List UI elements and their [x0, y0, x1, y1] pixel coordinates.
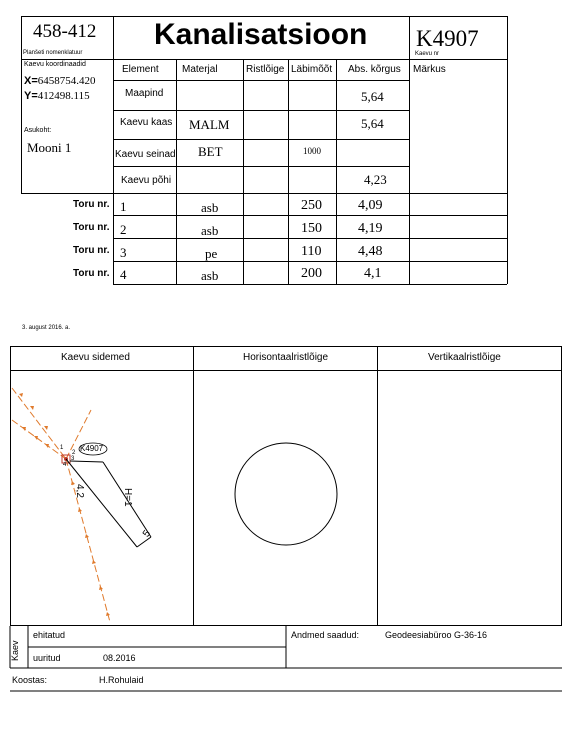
side-label: Kaev	[10, 640, 20, 661]
surveyed-label: uuritud	[33, 653, 61, 663]
well-id-label: K4907	[80, 444, 104, 453]
row-elevation: 5,64	[361, 89, 384, 104]
surveyed-value: 08.2016	[103, 653, 136, 663]
row-elevation: 4,23	[364, 172, 387, 187]
col-header-cross: Ristlõige	[246, 64, 285, 75]
row-element: Maapind	[125, 88, 164, 99]
pipe-label: Toru nr.	[73, 245, 110, 256]
pipe-diameter: 110	[301, 244, 322, 259]
pipe-label: Toru nr.	[73, 199, 110, 210]
well-id-caption: Kaevu nr	[415, 51, 440, 57]
pipe-number: 3	[120, 245, 127, 260]
cross-section-circle	[235, 443, 337, 545]
location-value: Mooni 1	[27, 140, 72, 155]
pipe-diameter: 150	[301, 221, 322, 236]
y-label: Y=	[24, 90, 38, 102]
coords-caption: Kaevu koordinaadid	[24, 61, 86, 68]
connection-line	[12, 420, 66, 459]
x-label: X=	[24, 75, 38, 87]
height-label: H=1	[122, 488, 133, 507]
arrow-icon	[92, 560, 96, 564]
pipe-number-label: 2	[72, 450, 76, 456]
page-title: Kanalisatsioon	[154, 18, 368, 51]
pipe-number-label: 3	[71, 456, 75, 462]
row-elevation: 5,64	[361, 116, 384, 131]
dimension-label: 4,2	[74, 484, 85, 498]
y-value: 412498.115	[37, 90, 90, 102]
col-header-remark: Märkus	[413, 64, 446, 75]
arrow-icon	[44, 426, 48, 430]
pipe-number: 2	[120, 222, 127, 237]
pipe-number-label: 1	[60, 445, 64, 451]
col-title-connections: Kaevu sidemed	[61, 352, 130, 363]
pipe-number: 1	[120, 199, 127, 214]
arrow-icon	[106, 612, 110, 616]
arrow-icon	[22, 427, 26, 431]
col-header-elevation: Abs. kõrgus	[348, 64, 401, 75]
data-source-value: Geodeesiabüroo G-36-16	[385, 630, 488, 640]
pipe-diameter: 200	[301, 266, 322, 281]
pipe-number: 4	[120, 267, 127, 282]
arrow-icon	[30, 406, 34, 410]
pipe-material: asb	[201, 200, 219, 215]
date-text: 3. august 2016. a.	[22, 325, 71, 331]
row-material: MALM	[189, 117, 230, 132]
data-source-label: Andmed saadud:	[291, 630, 360, 640]
connection-line	[12, 388, 66, 459]
arrow-icon	[78, 508, 82, 512]
author-value: H.Rohulaid	[99, 675, 144, 685]
pipe-elevation: 4,1	[364, 266, 382, 281]
pipe-elevation: 4,09	[358, 198, 383, 213]
sheet-caption: Planšeti nomenklatuur	[23, 50, 83, 56]
col-title-horizontal: Horisontaalristlõige	[243, 352, 329, 363]
col-header-diameter: Läbimõõt	[291, 64, 333, 75]
arrow-icon	[45, 444, 49, 448]
sheet-number: 458-412	[33, 21, 97, 42]
pipe-material: asb	[201, 268, 219, 283]
author-label: Koostas:	[12, 675, 48, 685]
well-id: K4907	[416, 26, 479, 51]
x-value: 6458754.420	[37, 75, 96, 87]
col-title-vertical: Vertikaalristlõige	[428, 352, 501, 363]
col-header-material: Materjal	[182, 64, 218, 75]
row-element: Kaevu põhi	[121, 175, 172, 186]
end-label: 5	[141, 528, 154, 540]
pipe-material: asb	[201, 223, 219, 238]
row-element: Kaevu kaas	[120, 117, 173, 128]
pipe-label: Toru nr.	[73, 222, 110, 233]
arrow-icon	[34, 436, 38, 440]
arrow-icon	[85, 534, 89, 538]
location-caption: Asukoht:	[24, 127, 52, 134]
row-material: BET	[198, 144, 223, 159]
pipe-elevation: 4,48	[358, 244, 383, 259]
pipe-material: pe	[205, 246, 218, 261]
built-label: ehitatud	[33, 630, 66, 640]
pipe-elevation: 4,19	[358, 221, 383, 236]
pipe-label: Toru nr.	[73, 268, 110, 279]
arrow-icon	[99, 586, 103, 590]
arrow-icon	[19, 393, 23, 397]
row-diameter: 1000	[303, 146, 321, 156]
pipe-number-label: 4	[63, 462, 67, 468]
row-element: Kaevu seinad	[115, 149, 176, 160]
pipe-diameter: 250	[301, 198, 322, 213]
col-header-element: Element	[122, 64, 159, 75]
